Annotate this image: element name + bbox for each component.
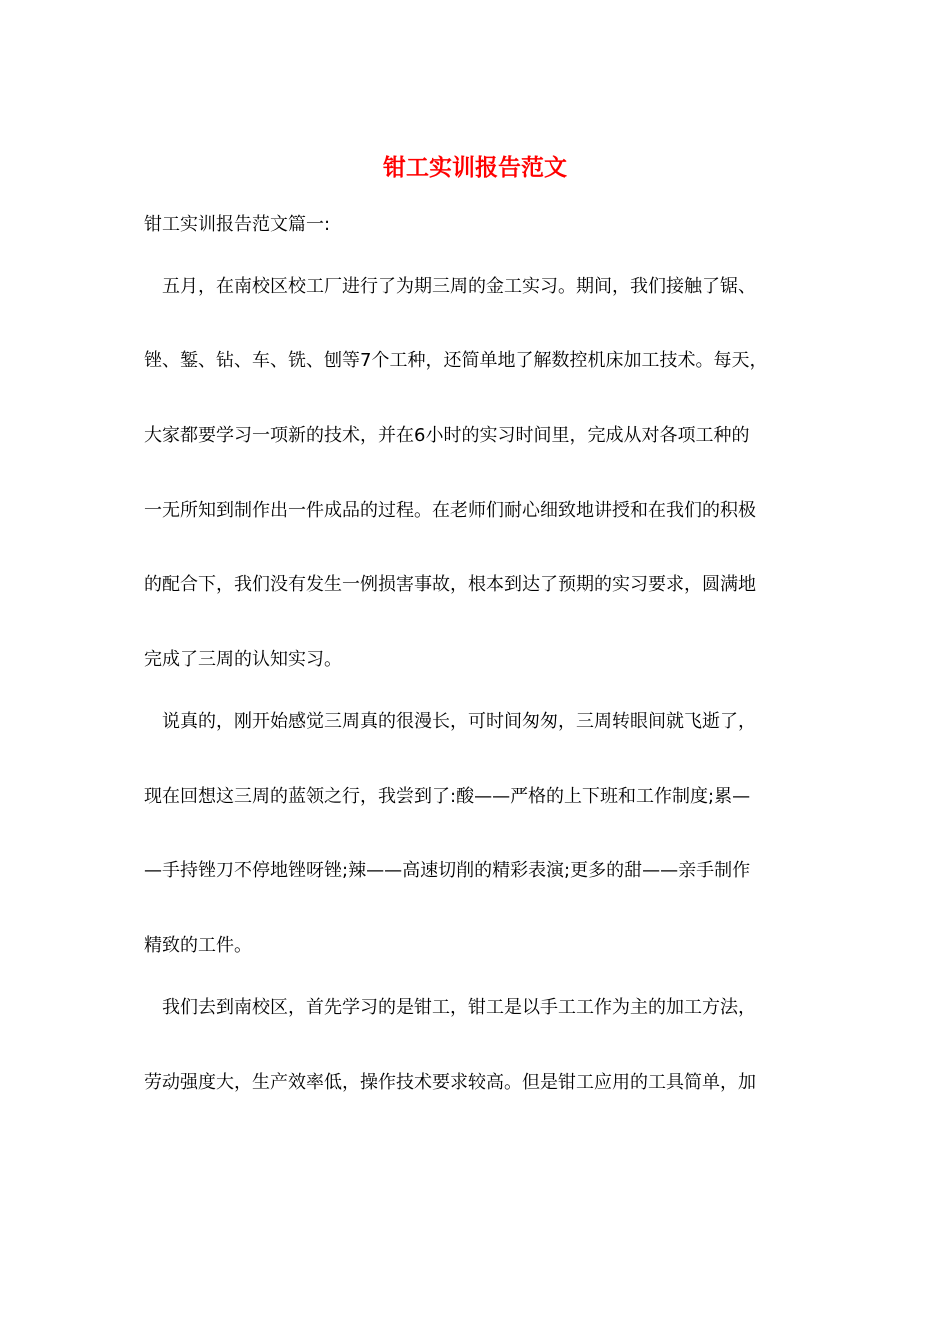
paragraph-line: 现在回想这三周的蓝领之行，我尝到了:酸——严格的上下班和工作制度;累— — [144, 786, 751, 807]
section-heading: 钳工实训报告范文篇一: — [144, 214, 331, 235]
paragraph-line: 一无所知到制作出一件成品的过程。在老师们耐心细致地讲授和在我们的积极 — [144, 500, 756, 521]
paragraph-line: 精致的工件。 — [144, 935, 252, 956]
paragraph-line: 的配合下，我们没有发生一例损害事故，根本到达了预期的实习要求，圆满地 — [144, 574, 756, 595]
paragraph-line: 锉、錾、钻、车、铣、刨等7个工种，还简单地了解数控机床加工技术。每天， — [144, 350, 768, 371]
paragraph-line: 完成了三周的认知实习。 — [144, 649, 342, 670]
paragraph-line: 大家都要学习一项新的技术，并在6小时的实习时间里，完成从对各项工种的 — [144, 425, 750, 446]
paragraph-line: 说真的，刚开始感觉三周真的很漫长，可时间匆匆，三周转眼间就飞逝了， — [162, 711, 756, 732]
document-title: 钳工实训报告范文 — [383, 154, 567, 181]
paragraph-line: 五月，在南校区校工厂进行了为期三周的金工实习。期间，我们接触了锯、 — [162, 276, 756, 297]
paragraph-line: —手持锉刀不停地锉呀锉;辣——高速切削的精彩表演;更多的甜——亲手制作 — [144, 860, 751, 881]
paragraph-line: 我们去到南校区，首先学习的是钳工，钳工是以手工工作为主的加工方法， — [162, 997, 756, 1018]
paragraph-line: 劳动强度大，生产效率低，操作技术要求较高。但是钳工应用的工具简单，加 — [144, 1072, 756, 1093]
